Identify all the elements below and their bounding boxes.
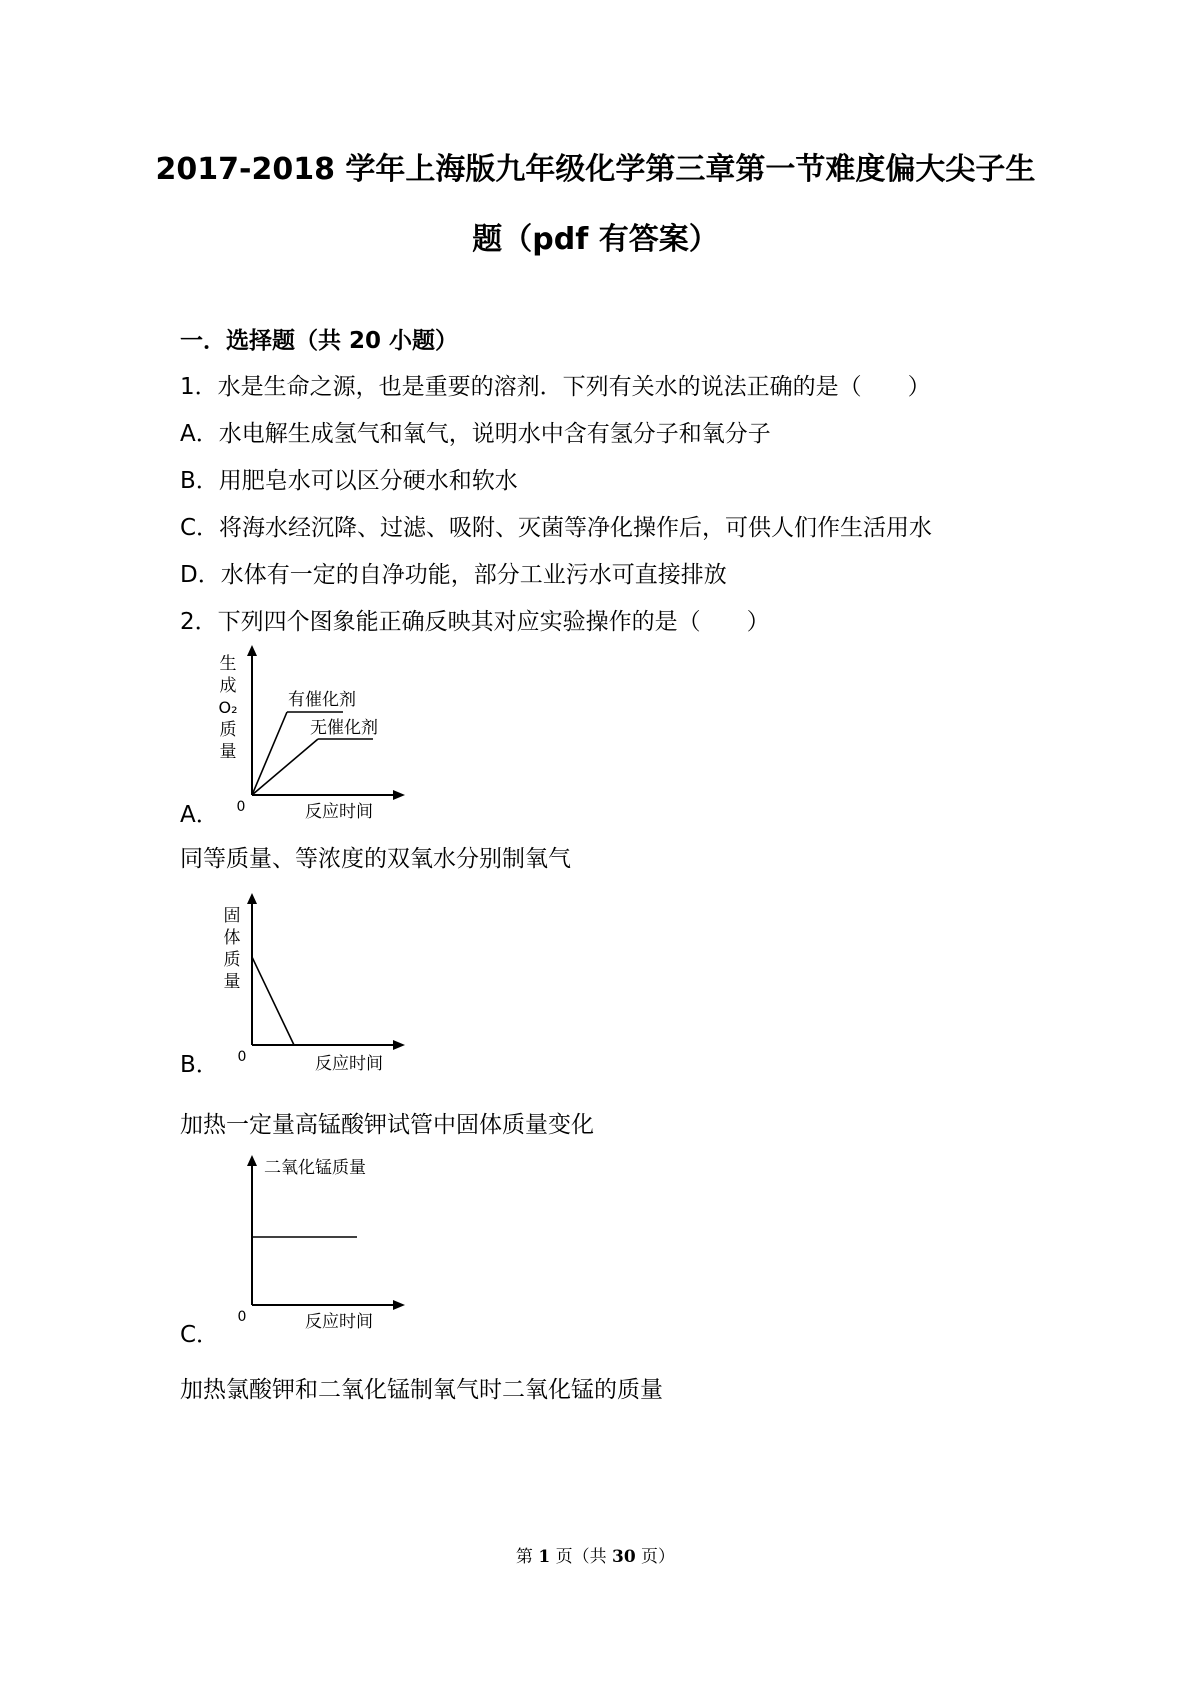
y-axis-label-2: 体	[223, 928, 241, 948]
y-axis-label-4: 质	[219, 720, 237, 740]
y-axis-label: 二氧化锰质量	[264, 1158, 366, 1178]
y-axis-label-3: O₂	[218, 698, 238, 717]
figure-b-caption: 加热一定量高锰酸钾试管中固体质量变化	[180, 1112, 594, 1138]
y-axis-label-2: 成	[219, 676, 237, 696]
footer-total-pages: 30	[611, 1547, 636, 1567]
x-axis-label: 反应时间	[305, 802, 373, 822]
y-axis-label-3: 质	[223, 950, 241, 970]
origin-label: 0	[237, 1049, 247, 1065]
figure-a-caption: 同等质量、等浓度的双氧水分别制氧气	[180, 846, 571, 872]
origin-label: 0	[236, 799, 246, 815]
question-1-option-a: A．水电解生成氢气和氧气，说明水中含有氢分子和氧分子	[180, 421, 771, 447]
document-title-line1: 2017-2018 学年上海版九年级化学第三章第一节难度偏大尖子生	[155, 152, 1036, 187]
y-axis-label-1: 固	[223, 906, 241, 926]
solid-mass-line	[252, 957, 294, 1045]
page-footer	[0, 1542, 1191, 1567]
question-1-option-c: C．将海水经沉降、过滤、吸附、灭菌等净化操作后，可供人们作生活用水	[180, 515, 933, 541]
section-heading: 一．选择题（共 20 小题）	[180, 328, 459, 354]
figure-a-graph	[205, 645, 415, 820]
figure-b-option-label: B．	[180, 1052, 219, 1078]
figure-c-caption: 加热氯酸钾和二氧化锰制氧气时二氧化锰的质量	[180, 1377, 663, 1403]
document-title-line2: 题（pdf 有答案）	[472, 222, 719, 257]
x-axis-label: 反应时间	[305, 1312, 373, 1332]
y-axis-label-5: 量	[219, 742, 237, 762]
x-axis-label: 反应时间	[315, 1054, 383, 1074]
figure-b-graph	[205, 893, 415, 1078]
question-1-stem: 1．水是生命之源，也是重要的溶剂．下列有关水的说法正确的是（ ）	[180, 374, 931, 400]
line-without-catalyst	[252, 739, 318, 795]
footer-suffix: 页）	[635, 1547, 676, 1567]
figure-c-option-label: C．	[180, 1322, 220, 1348]
line-with-catalyst	[252, 712, 287, 795]
figure-c-graph	[205, 1155, 425, 1335]
footer-middle: 页（共	[550, 1547, 612, 1567]
y-axis-label-4: 量	[223, 972, 241, 992]
footer-page-number: 1	[538, 1547, 551, 1567]
question-1-option-b: B．用肥皂水可以区分硬水和软水	[180, 468, 518, 494]
series-label-without-catalyst: 无催化剂	[310, 718, 378, 738]
y-axis-label-1: 生	[219, 654, 237, 674]
footer-prefix: 第	[515, 1547, 539, 1567]
figure-a-option-label: A．	[180, 802, 219, 828]
question-1-option-d: D．水体有一定的自净功能，部分工业污水可直接排放	[180, 562, 727, 588]
origin-label: 0	[237, 1309, 247, 1325]
question-2-stem: 2．下列四个图象能正确反映其对应实验操作的是（ ）	[180, 609, 770, 635]
series-label-with-catalyst: 有催化剂	[288, 690, 356, 710]
